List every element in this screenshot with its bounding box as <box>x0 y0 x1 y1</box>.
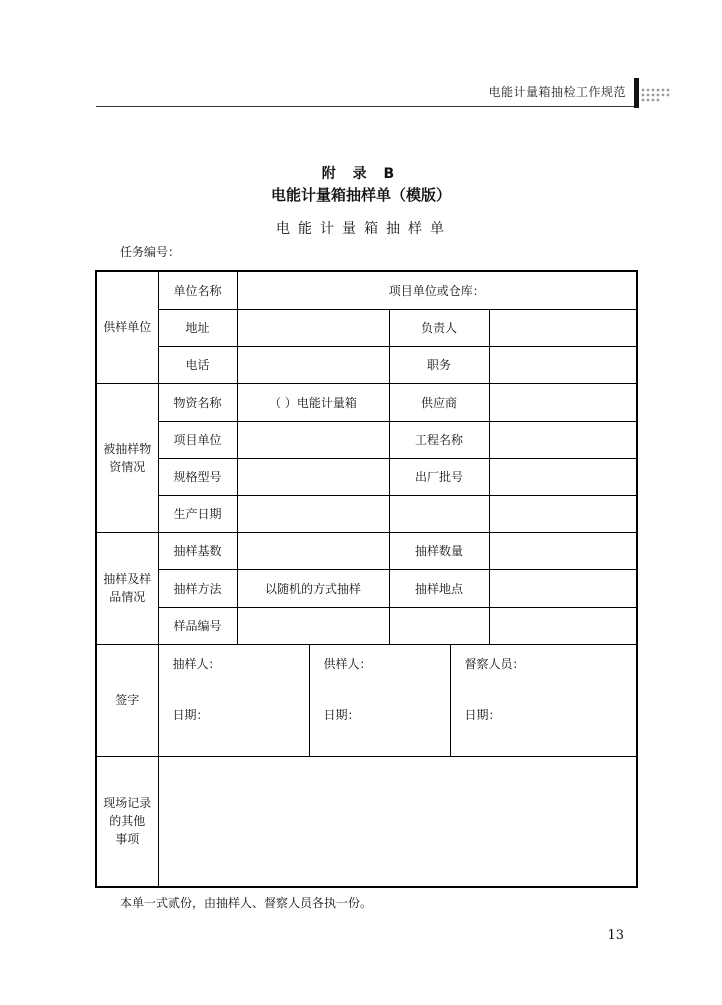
notes-field[interactable] <box>158 756 637 887</box>
production-date-label: 生产日期 <box>158 495 237 532</box>
table-row <box>96 644 637 756</box>
sampling-base-label: 抽样基数 <box>158 532 237 569</box>
vendor-label: 供应商 <box>389 383 489 421</box>
sample-number-label: 样品编号 <box>158 607 237 644</box>
spec-model-label: 规格型号 <box>158 458 237 495</box>
project-unit-field[interactable] <box>237 421 389 458</box>
supplier-group-label: 供样单位 <box>96 271 158 383</box>
header-bar <box>634 78 639 108</box>
table-row <box>96 569 637 607</box>
sampling-group-line-2: 品情况 <box>109 590 146 604</box>
empty-cell <box>389 495 489 532</box>
table-row <box>96 271 637 309</box>
task-number-label: 任务编号： <box>120 245 181 259</box>
material-name-field[interactable]: （ ）电能计量箱 <box>237 383 389 421</box>
sampler-date-label: 日期： <box>172 707 209 722</box>
material-name-label: 物资名称 <box>158 383 237 421</box>
phone-field[interactable] <box>237 346 389 383</box>
header-rule <box>96 106 636 107</box>
notes-group-label <box>96 756 158 887</box>
page-number: 13 <box>607 928 624 943</box>
material-group-line-1: 被抽样物 <box>103 441 152 456</box>
notes-line-1: 现场记录 <box>103 796 152 811</box>
empty-cell <box>489 495 637 532</box>
material-group-label <box>96 383 158 532</box>
sampler-label: 抽样人： <box>172 656 221 671</box>
sampling-group-line-1: 抽样及样 <box>103 572 152 586</box>
sampler-signature-cell[interactable] <box>158 644 309 756</box>
signature-group-label: 签字 <box>96 644 158 756</box>
sampling-method-label: 抽样方法 <box>158 569 237 607</box>
table-row <box>96 607 637 644</box>
supervisor-label: 督察人员： <box>464 656 525 671</box>
table-row <box>96 346 637 383</box>
project-name-field[interactable] <box>489 421 637 458</box>
address-label: 地址 <box>158 309 237 346</box>
running-header: 电能计量箱抽检工作规范 <box>488 85 626 99</box>
header-dots-icon <box>641 86 673 106</box>
position-field[interactable] <box>489 346 637 383</box>
sampling-location-label: 抽样地点 <box>389 569 489 607</box>
form-title: 电能计量箱抽样单 <box>276 221 452 237</box>
table-row <box>96 309 637 346</box>
production-date-field[interactable] <box>237 495 389 532</box>
spec-model-field[interactable] <box>237 458 389 495</box>
table-row <box>96 458 637 495</box>
footnote: 本单一式贰份，由抽样人、督察人员各执一份。 <box>120 896 373 910</box>
provider-label: 供样人： <box>323 656 372 671</box>
table-row <box>96 756 637 887</box>
sampling-base-field[interactable] <box>237 532 389 569</box>
sampling-group-label <box>96 532 158 644</box>
provider-signature-cell[interactable] <box>309 644 450 756</box>
table-row <box>96 495 637 532</box>
sampling-quantity-label: 抽样数量 <box>389 532 489 569</box>
person-in-charge-field[interactable] <box>489 309 637 346</box>
factory-batch-field[interactable] <box>489 458 637 495</box>
empty-cell <box>489 607 637 644</box>
appendix-label: 附 录 B <box>321 166 401 182</box>
table-row <box>96 532 637 569</box>
notes-line-2: 的其他 <box>109 814 146 829</box>
person-in-charge-label: 负责人 <box>389 309 489 346</box>
unit-name-label: 单位名称 <box>158 271 237 309</box>
table-row <box>96 421 637 458</box>
position-label: 职务 <box>389 346 489 383</box>
sampling-location-field[interactable] <box>489 569 637 607</box>
sampling-quantity-field[interactable] <box>489 532 637 569</box>
provider-date-label: 日期： <box>323 707 360 722</box>
factory-batch-label: 出厂批号 <box>389 458 489 495</box>
address-field[interactable] <box>237 309 389 346</box>
sampling-form-table <box>95 270 638 888</box>
sampling-method-field[interactable]: 以随机的方式抽样 <box>237 569 389 607</box>
project-unit-label: 项目单位 <box>158 421 237 458</box>
empty-cell <box>389 607 489 644</box>
supervisor-date-label: 日期： <box>464 707 501 722</box>
appendix-title: 电能计量箱抽样单（模版） <box>270 186 451 204</box>
vendor-field[interactable] <box>489 383 637 421</box>
table-row <box>96 383 637 421</box>
project-name-label: 工程名称 <box>389 421 489 458</box>
sample-number-field[interactable] <box>237 607 389 644</box>
material-group-line-2: 资情况 <box>109 459 146 474</box>
notes-line-3: 事项 <box>115 832 140 847</box>
unit-name-field[interactable]: 项目单位或仓库： <box>237 271 637 309</box>
phone-label: 电话 <box>158 346 237 383</box>
supervisor-signature-cell[interactable] <box>450 644 637 756</box>
